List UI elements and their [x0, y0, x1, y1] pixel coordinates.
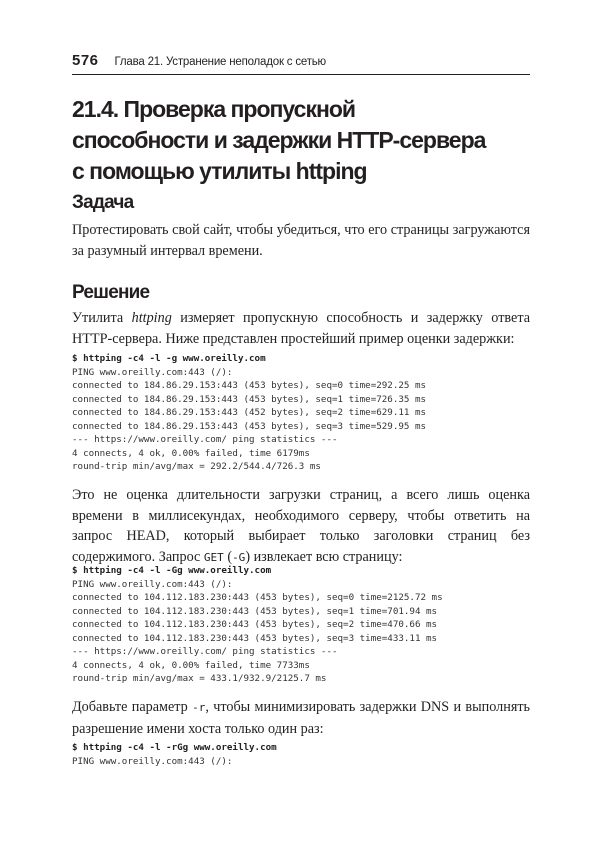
- text: ) извлекает всю страницу:: [245, 548, 403, 565]
- text: Это не оценка длительности загрузки страниц, а всего лишь оценка времени в миллисекундах, необходимого серверу, чтобы ответить на запрос HEAD, который выбирает только заголовки страниц без содержимого. Запрос: [72, 487, 530, 565]
- solution-heading: Решение: [72, 282, 150, 303]
- section-title-line: с помощью утилиты httping: [72, 158, 367, 184]
- code-command: $ httping -c4 -l -g www.oreilly.com: [72, 353, 266, 364]
- chapter-title: Глава 21. Устранение неполадок с сетью: [114, 56, 326, 68]
- emphasis: httping: [131, 310, 172, 326]
- inline-code: -r: [192, 701, 206, 714]
- code-block-1: [72, 352, 530, 474]
- code-line: connected to 104.112.183.230:443 (453 bytes), seq=0 time=2125.72 ms: [72, 592, 443, 603]
- solution-paragraph-1: [72, 308, 530, 349]
- running-header: [72, 52, 530, 75]
- code-line: connected to 104.112.183.230:443 (453 bytes), seq=1 time=701.94 ms: [72, 605, 438, 617]
- code-line: PING www.oreilly.com:443 (/):: [72, 366, 233, 378]
- code-line: connected to 184.86.29.153:443 (452 bytes), seq=2 time=629.11 ms: [72, 407, 427, 418]
- text: , чтобы минимизировать задержки DNS и выполнять разрешение имени хоста только один раз:: [72, 699, 531, 737]
- code-line: 4 connects, 4 ok, 0.00% failed, time 6179ms: [72, 447, 310, 459]
- code-command: $ httping -c4 -l -Gg www.oreilly.com: [72, 565, 272, 576]
- text: Утилита: [72, 310, 132, 326]
- text: измеряет пропускную способность и задержку ответа HTTP-сервера. Ниже представлен простейший пример оценки задержки:: [72, 310, 530, 347]
- code-line: connected to 184.86.29.153:443 (453 bytes), seq=1 time=726.35 ms: [72, 393, 427, 405]
- section-title-line: 21.4. Проверка пропускной: [72, 96, 356, 122]
- code-block-3: [72, 741, 530, 768]
- code-line: connected to 104.112.183.230:443 (453 bytes), seq=2 time=470.66 ms: [72, 619, 438, 630]
- task-text: Протестировать свой сайт, чтобы убедиться, что его страницы загружаются за разумный интервал времени.: [72, 222, 530, 259]
- solution-paragraph-2: [72, 485, 530, 568]
- inline-code: -G: [232, 550, 246, 564]
- section-title: [72, 94, 530, 187]
- code-block-2: [72, 564, 530, 686]
- code-line: --- https://www.oreilly.com/ ping statistics ---: [72, 646, 338, 657]
- code-line: connected to 184.86.29.153:443 (453 bytes), seq=0 time=292.25 ms: [72, 380, 427, 391]
- text: (: [223, 548, 233, 565]
- code-line: --- https://www.oreilly.com/ ping statistics ---: [72, 434, 338, 445]
- code-line: PING www.oreilly.com:443 (/):: [72, 578, 233, 590]
- inline-code: GET: [203, 550, 224, 564]
- task-heading: Задача: [72, 192, 134, 213]
- section-title-line: способности и задержки HTTP-сервера: [72, 127, 486, 153]
- page-number: 576: [72, 52, 99, 69]
- code-command: $ httping -c4 -l -rGg www.oreilly.com: [72, 742, 277, 753]
- code-line: PING www.oreilly.com:443 (/):: [72, 755, 233, 767]
- code-line: connected to 184.86.29.153:443 (453 bytes), seq=3 time=529.95 ms: [72, 420, 427, 432]
- code-line: round-trip min/avg/max = 433.1/932.9/2125.7 ms: [72, 673, 327, 684]
- solution-paragraph-3: [72, 697, 530, 739]
- code-line: 4 connects, 4 ok, 0.00% failed, time 7733ms: [72, 659, 310, 671]
- code-line: round-trip min/avg/max = 292.2/544.4/726.3 ms: [72, 461, 321, 472]
- code-line: connected to 104.112.183.230:443 (453 bytes), seq=3 time=433.11 ms: [72, 632, 438, 644]
- text: Добавьте параметр: [72, 699, 193, 715]
